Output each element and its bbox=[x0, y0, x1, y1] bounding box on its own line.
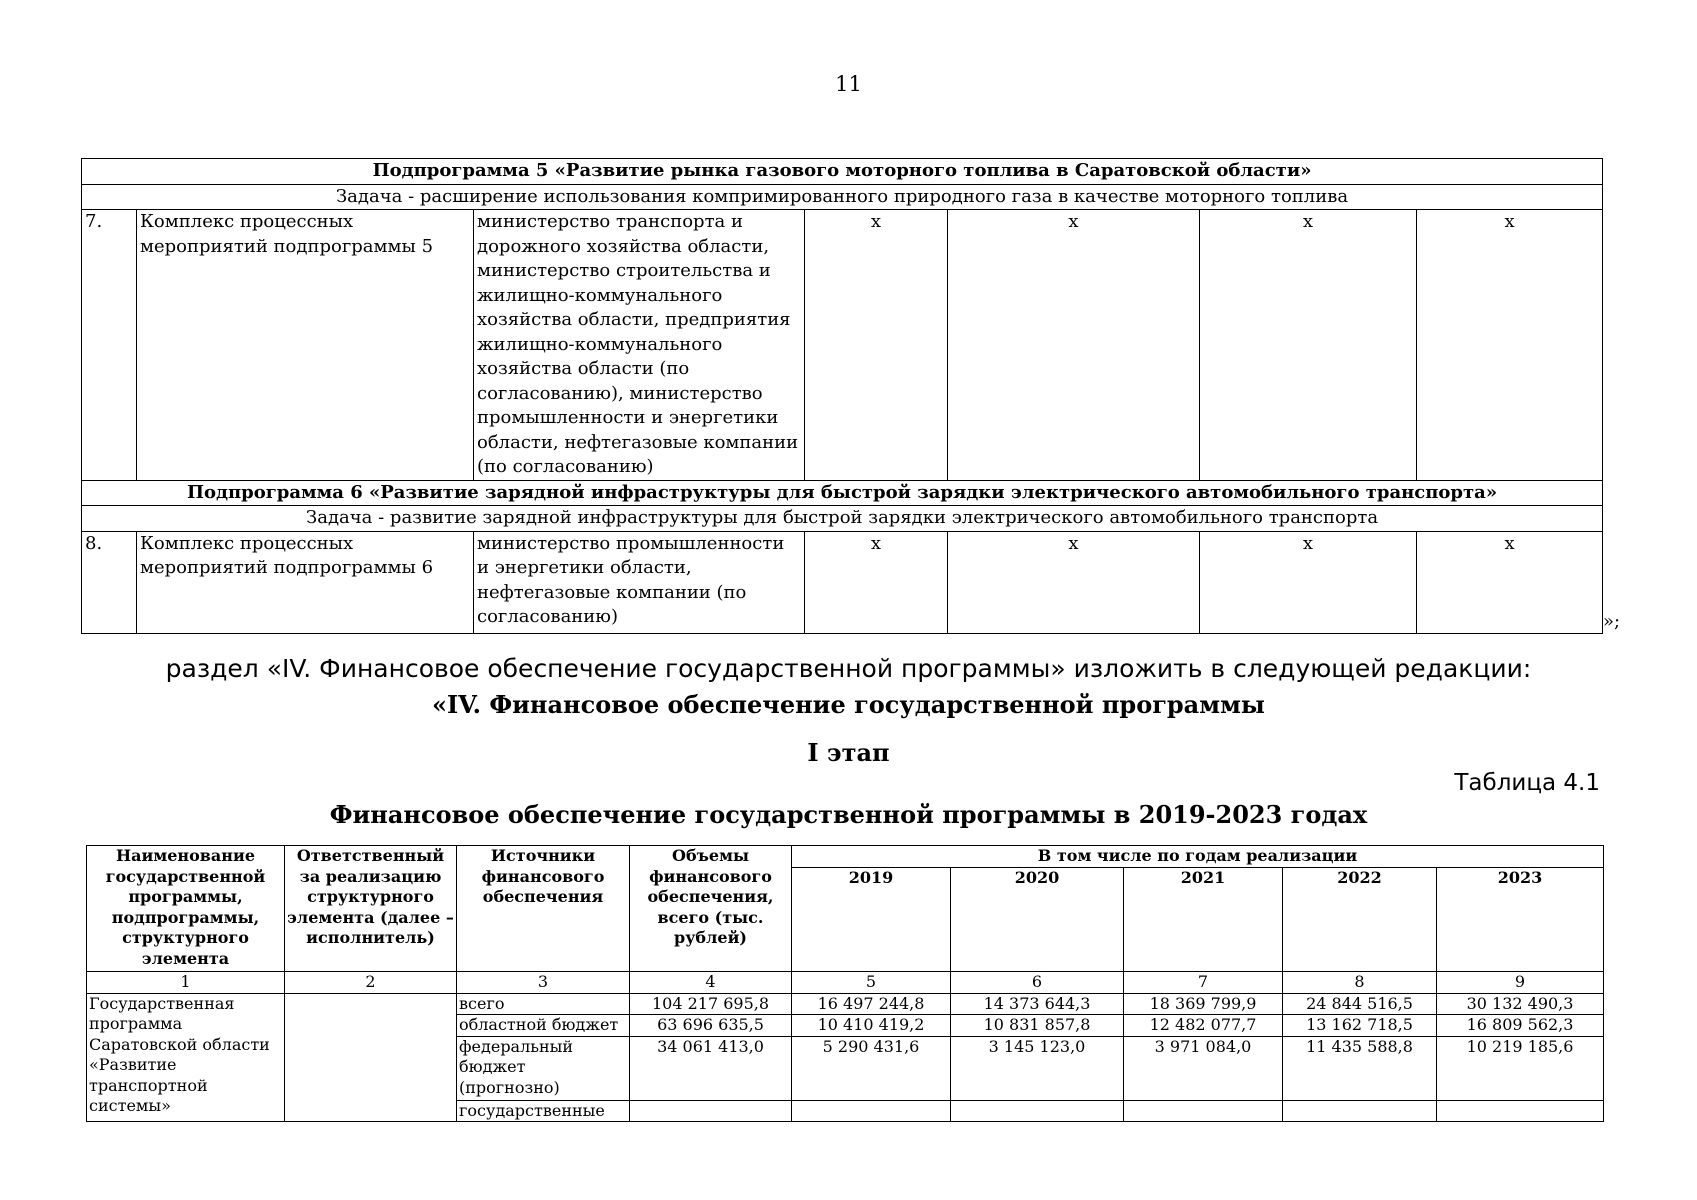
column-number: 2 bbox=[285, 972, 457, 994]
row-number: 8. bbox=[82, 531, 137, 633]
column-number: 8 bbox=[1283, 972, 1437, 994]
source-cell: государственные bbox=[457, 1100, 630, 1122]
year-value bbox=[951, 1100, 1124, 1122]
x-mark: х bbox=[805, 531, 948, 633]
page-number: 11 bbox=[835, 72, 862, 96]
x-mark: х bbox=[1200, 531, 1417, 633]
year-value: 10 219 185,6 bbox=[1437, 1036, 1604, 1100]
header-year: 2021 bbox=[1124, 868, 1283, 972]
table-row bbox=[82, 531, 1603, 633]
subprogram-6-header-row bbox=[82, 480, 1603, 506]
x-mark: х bbox=[805, 210, 948, 481]
year-value: 3 971 084,0 bbox=[1124, 1036, 1283, 1100]
stage-title: I этап bbox=[807, 738, 890, 767]
column-number: 1 bbox=[87, 972, 285, 994]
x-mark: х bbox=[948, 210, 1200, 481]
year-value: 16 809 562,3 bbox=[1437, 1015, 1604, 1037]
subprogram-6-title: Подпрограмма 6 «Развитие зарядной инфраструктуры для быстрой зарядки электрического автомобильного транспорта» bbox=[82, 480, 1603, 506]
executor-cell: министерство промышленности и энергетики области, нефтегазовые компании (по согласованию) bbox=[474, 531, 805, 633]
header-year: 2022 bbox=[1283, 868, 1437, 972]
column-numbers-row bbox=[87, 972, 1604, 994]
year-value: 10 831 857,8 bbox=[951, 1015, 1124, 1037]
year-value: 24 844 516,5 bbox=[1283, 993, 1437, 1015]
year-value: 18 369 799,9 bbox=[1124, 993, 1283, 1015]
header-year: 2023 bbox=[1437, 868, 1604, 972]
year-value: 14 373 644,3 bbox=[951, 993, 1124, 1015]
header-by-years: В том числе по годам реализации bbox=[792, 846, 1604, 868]
year-value: 13 162 718,5 bbox=[1283, 1015, 1437, 1037]
year-value: 12 482 077,7 bbox=[1124, 1015, 1283, 1037]
amendment-text: раздел «IV. Финансовое обеспечение государственной программы» изложить в следующей редакции: bbox=[165, 654, 1532, 683]
section-title: «IV. Финансовое обеспечение государственной программы bbox=[431, 690, 1265, 719]
header-volume: Объемы финансового обеспечения, всего (тыс. рублей) bbox=[630, 846, 792, 972]
source-cell: федеральный бюджет (прогнозно) bbox=[457, 1036, 630, 1100]
column-number: 5 bbox=[792, 972, 951, 994]
year-value: 10 410 419,2 bbox=[792, 1015, 951, 1037]
year-value: 16 497 244,8 bbox=[792, 993, 951, 1015]
year-value bbox=[1124, 1100, 1283, 1122]
year-value bbox=[792, 1100, 951, 1122]
year-value: 5 290 431,6 bbox=[792, 1036, 951, 1100]
header-name: Наименование государственной программы, подпрограммы, структурного элемента bbox=[87, 846, 285, 972]
responsible-cell bbox=[285, 993, 457, 1122]
x-mark: х bbox=[1417, 210, 1603, 481]
column-number: 7 bbox=[1124, 972, 1283, 994]
subprogram-5-title: Подпрограмма 5 «Развитие рынка газового моторного топлива в Саратовской области» bbox=[82, 159, 1603, 185]
header-sources: Источники финансового обеспечения bbox=[457, 846, 630, 972]
task-5-row bbox=[82, 184, 1603, 210]
activities-table bbox=[81, 158, 1603, 634]
table-row bbox=[82, 210, 1603, 481]
year-value: 3 145 123,0 bbox=[951, 1036, 1124, 1100]
activity-name: Комплекс процессных мероприятий подпрограммы 6 bbox=[137, 531, 474, 633]
total-cell: 63 696 635,5 bbox=[630, 1015, 792, 1037]
year-value bbox=[1437, 1100, 1604, 1122]
total-cell: 104 217 695,8 bbox=[630, 993, 792, 1015]
header-year: 2019 bbox=[792, 868, 951, 972]
x-mark: х bbox=[1417, 531, 1603, 633]
source-cell: областной бюджет bbox=[457, 1015, 630, 1037]
activity-name: Комплекс процессных мероприятий подпрограммы 5 bbox=[137, 210, 474, 481]
header-responsible: Ответственный за реализацию структурного элемента (далее – исполнитель) bbox=[285, 846, 457, 972]
x-mark: х bbox=[948, 531, 1200, 633]
total-cell bbox=[630, 1100, 792, 1122]
task-6-row bbox=[82, 506, 1603, 532]
column-number: 9 bbox=[1437, 972, 1604, 994]
program-name: Государственная программа Саратовской области «Развитие транспортной системы» bbox=[87, 993, 285, 1122]
closing-quote-mark: »; bbox=[1603, 611, 1621, 632]
executor-cell: министерство транспорта и дорожного хозяйства области, министерство строительства и жилищно-коммунального хозяйства области, предприятия жилищно-коммунального хозяйства области (по согласованию), министерство промышленности и энергетики области, нефтегазовые компании (по согласованию) bbox=[474, 210, 805, 481]
table-label: Таблица 4.1 bbox=[1454, 770, 1600, 796]
source-cell: всего bbox=[457, 993, 630, 1015]
header-row bbox=[87, 846, 1604, 868]
total-cell: 34 061 413,0 bbox=[630, 1036, 792, 1100]
year-value: 30 132 490,3 bbox=[1437, 993, 1604, 1015]
header-year: 2020 bbox=[951, 868, 1124, 972]
subprogram-5-header-row bbox=[82, 159, 1603, 185]
financing-table bbox=[86, 845, 1604, 1122]
table-row bbox=[87, 993, 1604, 1015]
column-number: 4 bbox=[630, 972, 792, 994]
task-6-text: Задача - развитие зарядной инфраструктуры для быстрой зарядки электрического автомобильного транспорта bbox=[82, 506, 1603, 532]
column-number: 3 bbox=[457, 972, 630, 994]
financing-table-title: Финансовое обеспечение государственной программы в 2019-2023 годах bbox=[329, 800, 1368, 829]
task-5-text: Задача - расширение использования компримированного природного газа в качестве моторного топлива bbox=[82, 184, 1603, 210]
row-number: 7. bbox=[82, 210, 137, 481]
year-value: 11 435 588,8 bbox=[1283, 1036, 1437, 1100]
column-number: 6 bbox=[951, 972, 1124, 994]
x-mark: х bbox=[1200, 210, 1417, 481]
year-value bbox=[1283, 1100, 1437, 1122]
